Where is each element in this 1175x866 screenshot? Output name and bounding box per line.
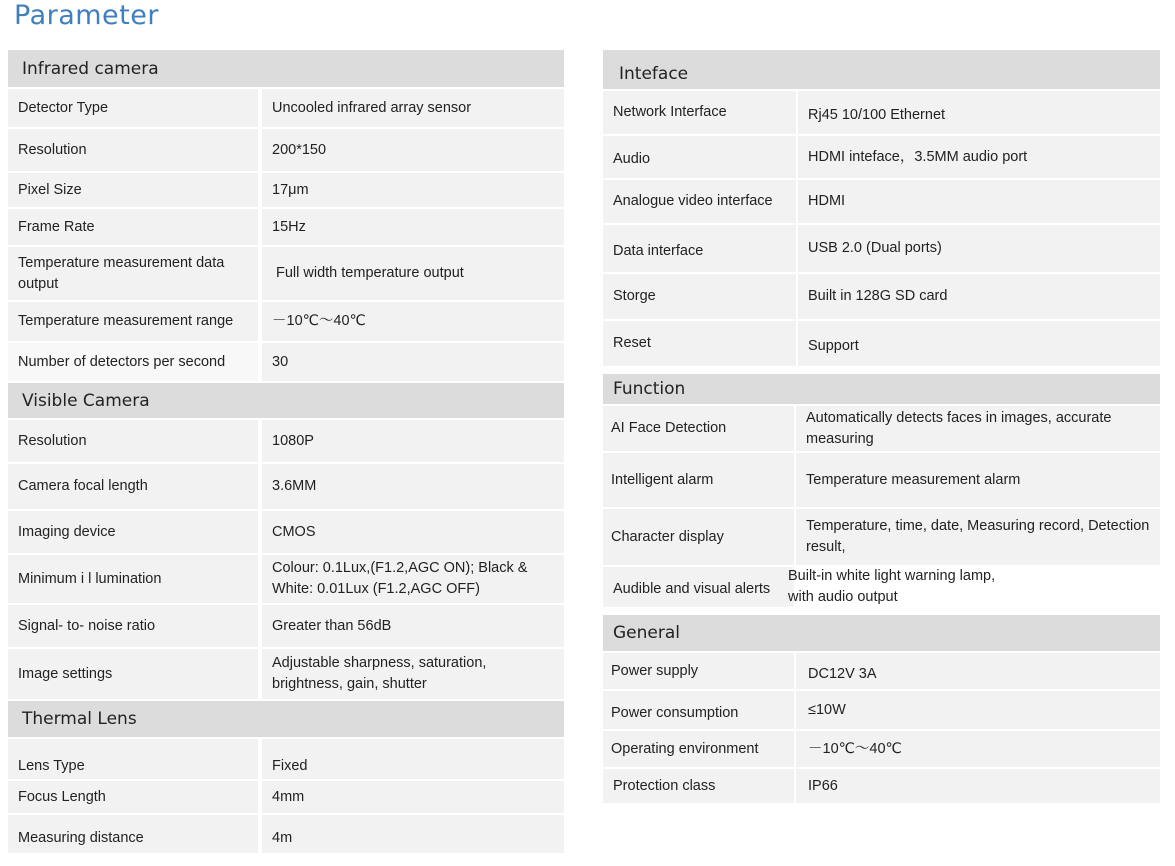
row-label: Operating environment [603,731,794,767]
row-label: Minimum i l lumination [8,555,258,603]
table-row [8,555,564,603]
table-row [603,769,1160,803]
row-value: Fixed [262,739,564,779]
row-value: HDMI [798,180,1160,223]
row-label: Intelligent alarm [603,453,794,507]
row-label: Temperature measurement data output [8,247,258,300]
row-label: Lens Type [8,739,258,779]
table-row [603,691,1160,729]
row-label: Protection class [603,769,794,803]
row-value: Uncooled infrared array sensor [262,89,564,127]
table-row [603,136,1160,178]
row-label: Network Interface [603,91,796,134]
table-row [8,89,564,127]
section-title: General [613,623,680,643]
row-value: ≤10W [796,691,1160,729]
row-label: Storge [603,274,796,319]
row-label: Frame Rate [8,209,258,245]
table-row [8,815,564,853]
row-value: DC12V 3A [796,653,1160,689]
page-title: Parameter [14,0,159,31]
row-label: Measuring distance [8,815,258,853]
table-row [603,321,1160,366]
row-value: Built in 128G SD card [798,274,1160,319]
table-row [603,509,1160,565]
row-value: Rj45 10/100 Ethernet [798,91,1160,134]
section-title: Visible Camera [22,390,150,411]
table-row [8,173,564,207]
table-row [603,653,1160,689]
row-label: Signal- to- noise ratio [8,605,258,647]
section-title: Infrared camera [22,58,159,79]
row-label: Focus Length [8,781,258,813]
row-label: Image settings [8,649,258,699]
row-value: Colour: 0.1Lux,(F1.2,AGC ON); Black & White: 0.01Lux (F1.2,AGC OFF) [262,555,564,603]
table-row [8,209,564,245]
row-value: －10℃～40℃ [796,731,1160,767]
row-label: Power consumption [603,691,794,729]
row-value: 4mm [262,781,564,813]
table-row [8,247,564,300]
row-value: 1080P [262,420,564,462]
row-label: Detector Type [8,89,258,127]
row-value: Support [798,321,1160,366]
row-label: Audio [603,136,796,178]
row-label: AI Face Detection [603,406,794,451]
row-label: Imaging device [8,511,258,553]
table-row [8,605,564,647]
table-row [603,731,1160,767]
row-label: Character display [603,509,794,565]
row-value: 15Hz [262,209,564,245]
table-row [8,739,564,779]
section-title: Inteface [619,63,689,84]
table-row [8,464,564,509]
table-row [603,453,1160,507]
row-value: Temperature, time, date, Measuring record, Detection result, [796,509,1160,565]
row-value: Automatically detects faces in images, accurate measuring [796,406,1160,451]
section-header-general [603,615,1160,651]
row-value: Adjustable sharpness, saturation, brightness, gain, shutter [262,649,564,699]
row-label: Audible and visual alerts [603,567,794,607]
row-value: 17μm [262,173,564,207]
section-header-function [603,374,1160,404]
table-row [8,420,564,462]
row-value: 4m [262,815,564,853]
row-label: Data interface [603,225,796,272]
row-label: Analogue video interface [603,180,796,223]
row-value: Temperature measurement alarm [796,453,1160,507]
row-label: Power supply [603,653,794,689]
table-row [603,180,1160,223]
row-label: Reset [603,321,796,366]
table-row [8,649,564,699]
section-header-visible-camera [8,383,564,418]
table-row [603,225,1160,272]
row-value: 200*150 [262,129,564,171]
row-label: Resolution [8,420,258,462]
section-title: Thermal Lens [22,709,137,729]
row-value: HDMI inteface，3.5MM audio port [798,136,1160,178]
row-value: Greater than 56dB [262,605,564,647]
table-row [8,302,564,341]
section-header-infrared-camera [8,50,564,87]
row-value: 30 [262,343,564,381]
section-header-inteface [603,50,1160,89]
section-header-thermal-lens [8,701,564,737]
row-label: Resolution [8,129,258,171]
row-label: Pixel Size [8,173,258,207]
table-row [8,343,564,381]
row-value: 3.6MM [262,464,564,509]
section-title: Function [613,379,686,399]
row-value: IP66 [796,769,1160,803]
table-row [603,567,1160,607]
row-value: －10℃～40℃ [262,302,564,341]
row-label: Temperature measurement range [8,302,258,341]
row-label: Number of detectors per second [8,343,258,381]
row-value: USB 2.0 (Dual ports) [798,225,1160,272]
row-label: Camera focal length [8,464,258,509]
table-row [603,406,1160,451]
table-row [603,274,1160,319]
table-row [8,781,564,813]
table-row [8,129,564,171]
table-row [603,91,1160,134]
row-value: Full width temperature output [262,247,564,300]
table-row [8,511,564,553]
row-value: Built-in white light warning lamp, with audio output [788,568,996,605]
row-value: CMOS [262,511,564,553]
